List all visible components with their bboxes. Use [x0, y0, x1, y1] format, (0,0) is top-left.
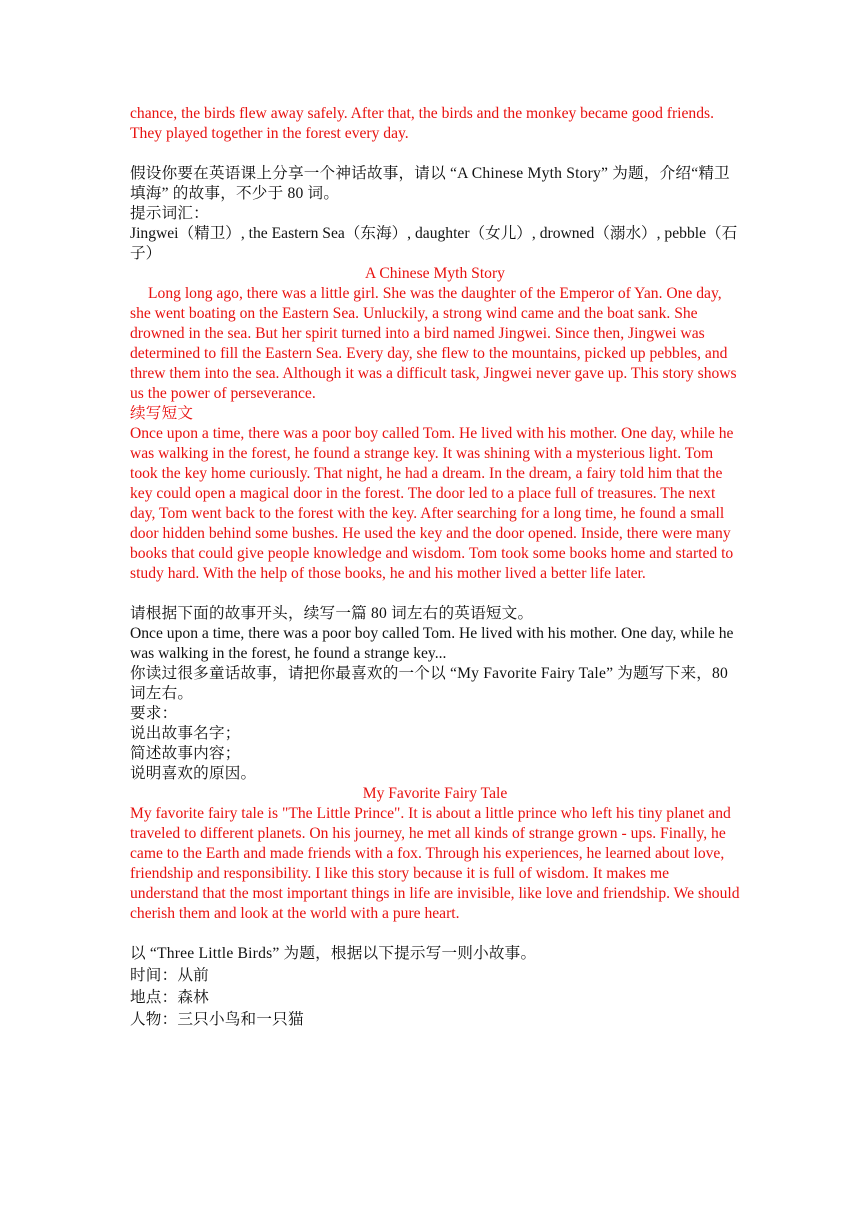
hint-place: 地点：森林	[130, 989, 209, 1006]
writing-prompt-three-birds: 以 “Three Little Birds” 为题，根据以下提示写一则小故事。	[130, 945, 537, 962]
spacer	[130, 924, 740, 944]
hint-time: 时间：从前	[130, 967, 209, 984]
requirements-label: 要求：	[130, 705, 178, 722]
essay-title-fairy-tale: My Favorite Fairy Tale	[362, 785, 508, 802]
hint-characters: 人物：三只小鸟和一只猫	[130, 1011, 304, 1028]
essay-title-myth: A Chinese Myth Story	[365, 265, 505, 282]
writing-prompt-myth: 假设你要在英语课上分享一个神话故事，请以 “A Chinese Myth Story” 为题，介绍“精卫填海” 的故事，不少于 80 词。	[130, 165, 730, 202]
spacer	[130, 144, 740, 164]
hint-words: Jingwei（精卫）, the Eastern Sea（东海）, daughter（女儿）, drowned（溺水）, pebble（石子）	[130, 225, 738, 262]
hint-label: 提示词汇：	[130, 205, 209, 222]
writing-prompt-continuation: 请根据下面的故事开头，续写一篇 80 词左右的英语短文。	[130, 605, 534, 622]
requirement-item-1: 说出故事名字；	[130, 725, 241, 742]
answer-text-birds-ending: chance, the birds flew away safely. After that, the birds and the monkey became good friends. They played together in the forest every day.	[130, 105, 714, 142]
answer-text-fairy-tale: My favorite fairy tale is "The Little Prince". It is about a little prince who left his tiny planet and traveled to different planets. On his journey, he met all kinds of strange grown - ups. Finally, he came to the Earth and made friends with a fox. Through his experiences, he learned about love, friendship and responsibility. I like this story because it is full of wisdom. It makes me understand that the most important things in life are invisible, like love and friendship. We should cherish them and look at the world with a pure heart.	[130, 805, 740, 922]
answer-text-myth: Long long ago, there was a little girl. She was the daughter of the Emperor of Yan. One day, she went boating on the Eastern Sea. Unluckily, a strong wind came and the boat sank. She drowned in the sea. But her spirit turned into a bird named Jingwei. Since then, Jingwei was determined to fill the Eastern Sea. Every day, she flew to the mountains, picked up pebbles, and threw them into the sea. Although it was a difficult task, Jingwei never gave up. This story shows us the power of perseverance.	[130, 285, 737, 402]
spacer	[130, 584, 740, 604]
story-opening: Once upon a time, there was a poor boy called Tom. He lived with his mother. One day, while he was walking in the forest, he found a strange key...	[130, 625, 734, 662]
requirement-item-2: 简述故事内容；	[130, 745, 241, 762]
writing-prompt-fairy-tale: 你读过很多童话故事，请把你最喜欢的一个以 “My Favorite Fairy Tale” 为题写下来，80 词左右。	[130, 665, 729, 702]
document-page	[130, 104, 740, 1030]
requirement-item-3: 说明喜欢的原因。	[130, 765, 257, 782]
section-label-continuation: 续写短文	[130, 405, 194, 422]
answer-text-continuation: Once upon a time, there was a poor boy called Tom. He lived with his mother. One day, while he was walking in the forest, he found a strange key. It was shining with a mysterious light. Tom took the key home curiously. That night, he had a dream. In the dream, a fairy told him that the key could open a magical door in the forest. The door led to a place full of treasures. The next day, Tom went back to the forest with the key. After searching for a long time, he found a small door hidden behind some bushes. He used the key and the door opened. Inside, there were many books that could give people knowledge and wisdom. Tom took some books home and started to study hard. With the help of those books, he and his mother lived a better life later.	[130, 425, 734, 582]
